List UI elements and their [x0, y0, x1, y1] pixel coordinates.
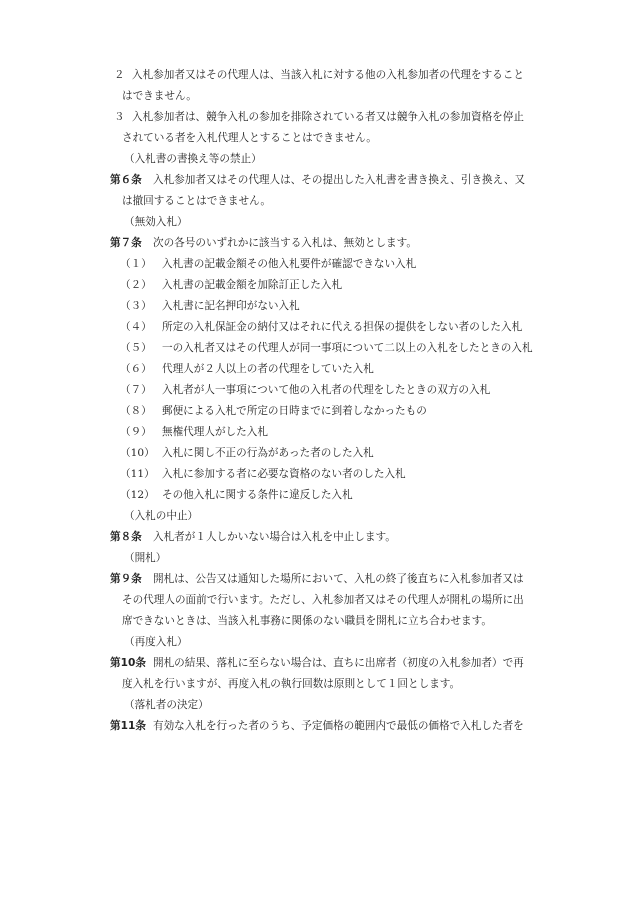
item-number: （７）: [120, 384, 152, 396]
article-caption: （入札書の書換え等の禁止）: [124, 153, 262, 165]
item-number: （３）: [120, 300, 152, 312]
item-text: 入札書の記載金額その他入札要件が確認できない入札: [162, 258, 417, 270]
article-caption: （入札の中止）: [124, 510, 199, 522]
item-text: 無権代理人がした入札: [162, 426, 268, 438]
item-text: 入札に参加する者に必要な資格のない者のした入札: [162, 468, 406, 480]
article-label: 第10条: [110, 657, 146, 669]
item-text: その他入札に関する条件に違反した入札: [162, 489, 353, 501]
item-number: （11）: [120, 468, 155, 480]
article-text: 入札参加者又はその代理人は、その提出した入札書を書き換え、引き換え、又: [153, 174, 526, 186]
item-number: （１）: [120, 258, 152, 270]
article-text: 開札は、公告又は通知した場所において、入札の終了後直ちに入札参加者又は: [153, 573, 524, 585]
article-text: 開札の結果、落札に至らない場合は、直ちに出席者（初度の入札参加者）で再: [153, 657, 524, 669]
item-text: 入札書に記名押印がない入札: [162, 300, 300, 312]
article-caption: （無効入札）: [124, 216, 188, 228]
clause-text-continued: はできません。: [122, 90, 197, 102]
clause-number: ３: [114, 111, 125, 123]
clause-number: ２: [114, 69, 125, 81]
article-label: 第11条: [110, 720, 146, 732]
item-text: 一の入札者又はその代理人が同一事項について二以上の入札をしたときの入札: [162, 342, 533, 354]
article-label: 第８条: [110, 531, 142, 543]
clause-text: 入札参加者は、競争入札の参加を排除されている者又は競争入札の参加資格を停止: [132, 111, 524, 123]
article-text-continued: は撤回することはできません。: [122, 195, 271, 207]
clause-text-continued: されている者を入札代理人とすることはできません。: [122, 132, 377, 144]
clause-text: 入札参加者又はその代理人は、当該入札に対する他の入札参加者の代理をすること: [132, 69, 524, 81]
article-caption: （開札）: [124, 552, 167, 564]
item-number: （５）: [120, 342, 152, 354]
item-number: （９）: [120, 426, 152, 438]
article-caption: （落札者の決定）: [124, 699, 209, 711]
article-caption: （再度入札）: [124, 636, 188, 648]
item-text: 入札者が人一事項について他の入札者の代理をしたときの双方の入札: [162, 384, 491, 396]
item-text: 入札書の記載金額を加除訂正した入札: [162, 279, 343, 291]
article-text: 有効な入札を行った者のうち、予定価格の範囲内で最低の価格で入札した者を: [153, 720, 524, 732]
article-text-continued: その代理人の面前で行います。ただし、入札参加者又はその代理人が開札の場所に出: [122, 594, 524, 606]
item-text: 郵便による入札で所定の日時までに到着しなかったもの: [162, 405, 427, 417]
item-number: （２）: [120, 279, 152, 291]
article-text-continued: 席できないときは、当該入札事務に関係のない職員を開札に立ち合わせます。: [122, 615, 492, 627]
article-label: 第９条: [110, 573, 142, 585]
item-number: （６）: [120, 363, 152, 375]
article-label: 第７条: [110, 237, 142, 249]
item-number: （４）: [120, 321, 152, 333]
article-text: 次の各号のいずれかに該当する入札は、無効とします。: [153, 237, 417, 249]
item-number: （８）: [120, 405, 152, 417]
item-text: 代理人が２人以上の者の代理をしていた入札: [162, 363, 374, 375]
item-text: 所定の入札保証金の納付又はそれに代える担保の提供をしない者のした入札: [162, 321, 523, 333]
article-text: 入札者が１人しかいない場合は入札を中止します。: [153, 531, 396, 543]
item-text: 入札に関し不正の行為があった者のした入札: [162, 447, 374, 459]
item-number: （12）: [120, 489, 155, 501]
article-text-continued: 度入札を行いますが、再度入札の執行回数は原則として１回とします。: [122, 678, 461, 690]
article-label: 第６条: [110, 174, 142, 186]
item-number: （10）: [120, 447, 155, 459]
